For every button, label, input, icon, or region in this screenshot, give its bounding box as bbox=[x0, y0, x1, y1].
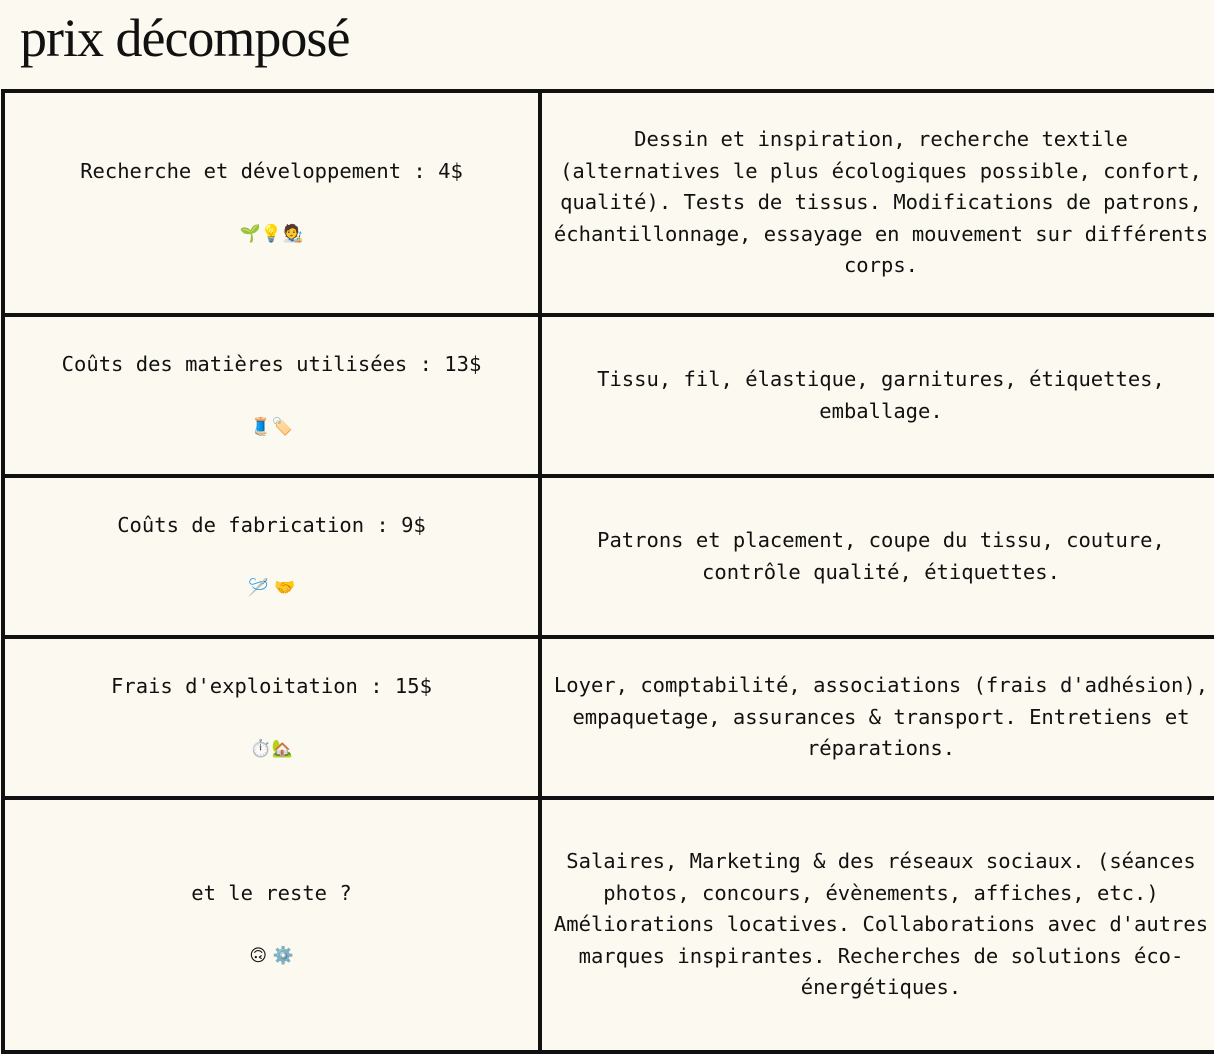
materials-label: Coûts des matières utilisées : 13$ bbox=[61, 351, 482, 376]
table-row-materials bbox=[3, 315, 1214, 476]
materials-label-cell bbox=[3, 315, 540, 476]
sprout-bulb-artist-icon: 🌱💡🧑‍🎨 bbox=[239, 224, 304, 244]
page-title: prix décomposé bbox=[20, 8, 350, 68]
upside-down-face-gear-icon: 🙃 ⚙️ bbox=[249, 946, 294, 966]
materials-description: Tissu, fil, élastique, garnitures, étiquettes, emballage. bbox=[540, 315, 1214, 476]
research-label: Recherche et développement : 4$ bbox=[80, 159, 463, 183]
operating-description: Loyer, comptabilité, associations (frais d'adhésion), empaquetage, assurances & transport. Entretiens et réparations. bbox=[540, 637, 1214, 798]
manufacturing-label: Coûts de fabrication : 9$ bbox=[117, 512, 426, 537]
operating-label-cell bbox=[3, 637, 540, 798]
table-row-manufacturing bbox=[3, 476, 1214, 637]
manufacturing-label-cell bbox=[3, 476, 540, 637]
rest-label-cell bbox=[3, 798, 540, 1052]
research-label-cell bbox=[3, 91, 540, 315]
research-description: Dessin et inspiration, recherche textile (alternatives le plus écologiques possible, confort, qualité). Tests de tissus. Modifications de patrons, échantillonnage, essayage en mouvement sur différents corps. bbox=[540, 91, 1214, 315]
price-breakdown-table bbox=[1, 89, 1214, 1054]
rest-label: et le reste ? bbox=[191, 881, 352, 905]
table-row-operating bbox=[3, 637, 1214, 798]
table-row-research bbox=[3, 91, 1214, 315]
stopwatch-house-icon: ⏱️🏡 bbox=[250, 738, 293, 759]
table-row-rest bbox=[3, 798, 1214, 1052]
needle-handshake-icon: 🪡 🤝 bbox=[247, 577, 296, 598]
rest-description: Salaires, Marketing & des réseaux sociaux. (séances photos, concours, évènements, affiches, etc.) Améliorations locatives. Collaborations avec d'autres marques inspirantes. Recherches de solutions éco-énergétiques. bbox=[540, 798, 1214, 1052]
manufacturing-description: Patrons et placement, coupe du tissu, couture, contrôle qualité, étiquettes. bbox=[540, 476, 1214, 637]
thread-tag-icon: 🧵🏷️ bbox=[250, 416, 293, 437]
operating-label: Frais d'exploitation : 15$ bbox=[111, 673, 432, 698]
